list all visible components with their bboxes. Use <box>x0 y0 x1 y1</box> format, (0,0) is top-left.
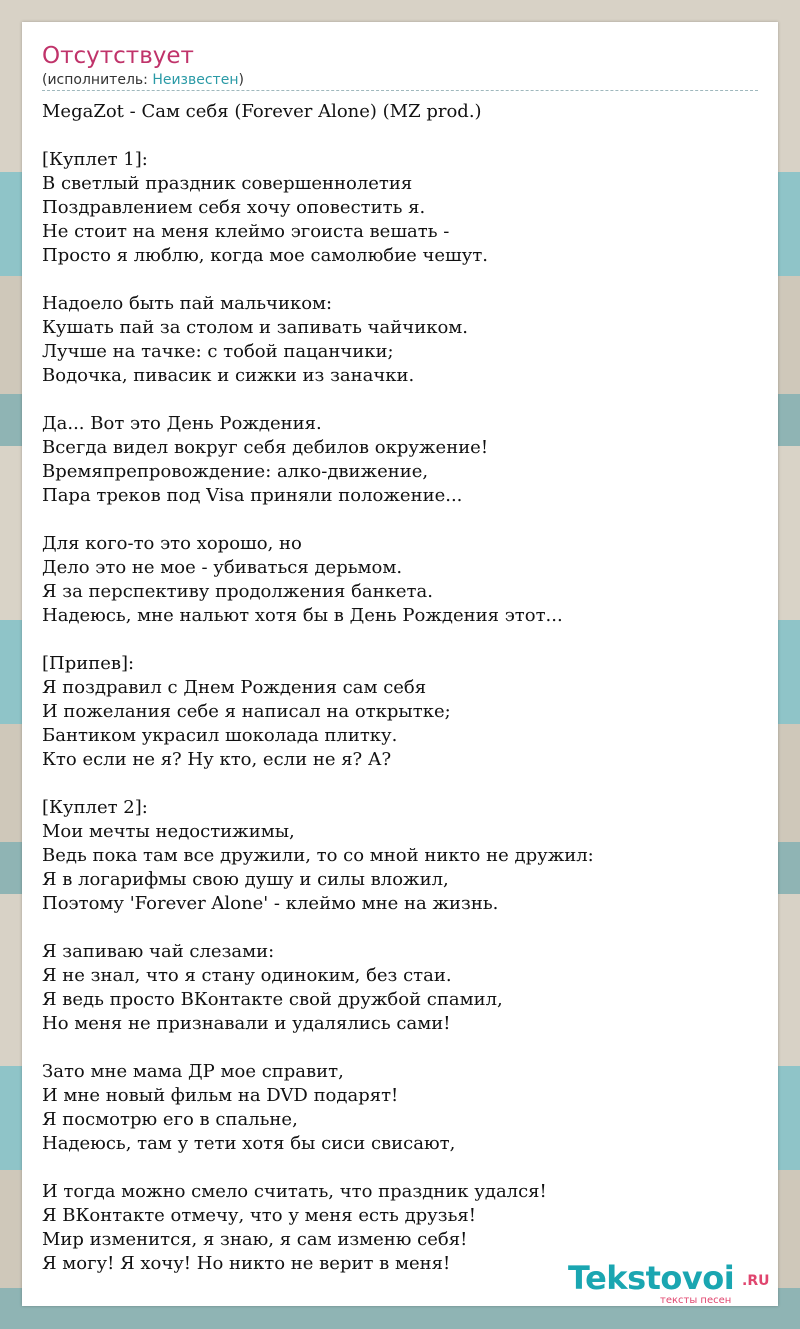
lyric-line: Зато мне мама ДР мое справит, <box>42 1061 344 1082</box>
lyric-line: И тогда можно смело считать, что праздник удался! <box>42 1181 547 1202</box>
logo-tld: .RU <box>742 1273 770 1289</box>
lyric-line: Я запиваю чай слезами: <box>42 941 275 962</box>
lyric-line <box>42 628 758 652</box>
lyric-line: Надеюсь, мне нальют хотя бы в День Рождения этот... <box>42 605 563 626</box>
lyric-line: Не стоит на меня клеймо эгоиста вешать - <box>42 221 450 242</box>
lyric-line: Я ведь просто ВКонтакте свой дружбой спамил, <box>42 989 503 1010</box>
logo-tagline: тексты песен <box>660 1295 732 1306</box>
artist-suffix: ) <box>238 72 244 88</box>
lyric-line <box>42 1036 758 1060</box>
lyric-line: Надеюсь, там у тети хотя бы сиси свисают, <box>42 1133 456 1154</box>
artist-link[interactable]: Неизвестен <box>152 72 239 88</box>
lyric-line: Я в логарифмы свою душу и силы вложил, <box>42 869 449 890</box>
lyrics-text <box>42 100 758 1276</box>
lyric-line: Да... Вот это День Рождения. <box>42 413 322 434</box>
lyric-line <box>42 388 758 412</box>
lyric-line <box>42 916 758 940</box>
lyric-line: Мир изменится, я знаю, я сам изменю себя! <box>42 1229 468 1250</box>
artist-line <box>42 71 244 89</box>
lyric-line: Мои мечты недостижимы, <box>42 821 295 842</box>
lyric-line: Водочка, пивасик и сижки из заначки. <box>42 365 415 386</box>
lyric-line: [Куплет 1]: <box>42 149 148 170</box>
lyric-line <box>42 508 758 532</box>
lyric-line: Поздравлением себя хочу оповестить я. <box>42 197 426 218</box>
lyric-line: Я ВКонтакте отмечу, что у меня есть друзья! <box>42 1205 476 1226</box>
lyric-line: Бантиком украсил шоколада плитку. <box>42 725 398 746</box>
logo-wordmark: Tekstovoi <box>568 1259 735 1297</box>
site-logo[interactable] <box>568 1260 773 1306</box>
lyric-line: [Припев]: <box>42 653 135 674</box>
title-divider <box>42 90 758 91</box>
lyric-line: Но меня не признавали и удалялись сами! <box>42 1013 451 1034</box>
lyric-line: Лучше на тачке: с тобой пацанчики; <box>42 341 394 362</box>
artist-prefix: (исполнитель: <box>42 72 153 88</box>
lyric-line: Кушать пай за столом и запивать чайчиком. <box>42 317 468 338</box>
lyric-line: И мне новый фильм на DVD подарят! <box>42 1085 399 1106</box>
lyric-line: Поэтому 'Forever Alone' - клеймо мне на жизнь. <box>42 893 499 914</box>
lyric-line: Кто если не я? Ну кто, если не я? А? <box>42 749 392 770</box>
lyrics-card <box>22 22 778 1306</box>
lyric-line: Для кого-то это хорошо, но <box>42 533 302 554</box>
lyric-line: Я поздравил с Днем Рождения сам себя <box>42 677 427 698</box>
song-title: Отсутствует <box>42 43 194 69</box>
lyric-line: В светлый праздник совершеннолетия <box>42 173 413 194</box>
lyric-line: Я не знал, что я стану одиноким, без стаи. <box>42 965 452 986</box>
lyric-line: [Куплет 2]: <box>42 797 148 818</box>
lyric-line: Надоело быть пай мальчиком: <box>42 293 333 314</box>
lyric-line <box>42 1156 758 1180</box>
lyric-line: Дело это не мое - убиваться дерьмом. <box>42 557 403 578</box>
lyric-line: Пара треков под Visa приняли положение... <box>42 485 463 506</box>
lyric-line: Я могу! Я хочу! Но никто не верит в меня! <box>42 1253 451 1274</box>
lyric-line: Ведь пока там все дружили, то со мной никто не дружил: <box>42 845 594 866</box>
lyric-line: Я за перспективу продолжения банкета. <box>42 581 433 602</box>
lyric-line: И пожелания себе я написал на открытке; <box>42 701 451 722</box>
lyric-line: Времяпрепровождение: алко-движение, <box>42 461 429 482</box>
lyric-line: Я посмотрю его в спальне, <box>42 1109 298 1130</box>
lyric-line: MegaZot - Сам себя (Forever Alone) (MZ prod.) <box>42 101 482 122</box>
lyric-line: Всегда видел вокруг себя дебилов окружение! <box>42 437 489 458</box>
lyric-line <box>42 268 758 292</box>
lyric-line <box>42 124 758 148</box>
lyric-line: Просто я люблю, когда мое самолюбие чешут. <box>42 245 489 266</box>
lyric-line <box>42 772 758 796</box>
